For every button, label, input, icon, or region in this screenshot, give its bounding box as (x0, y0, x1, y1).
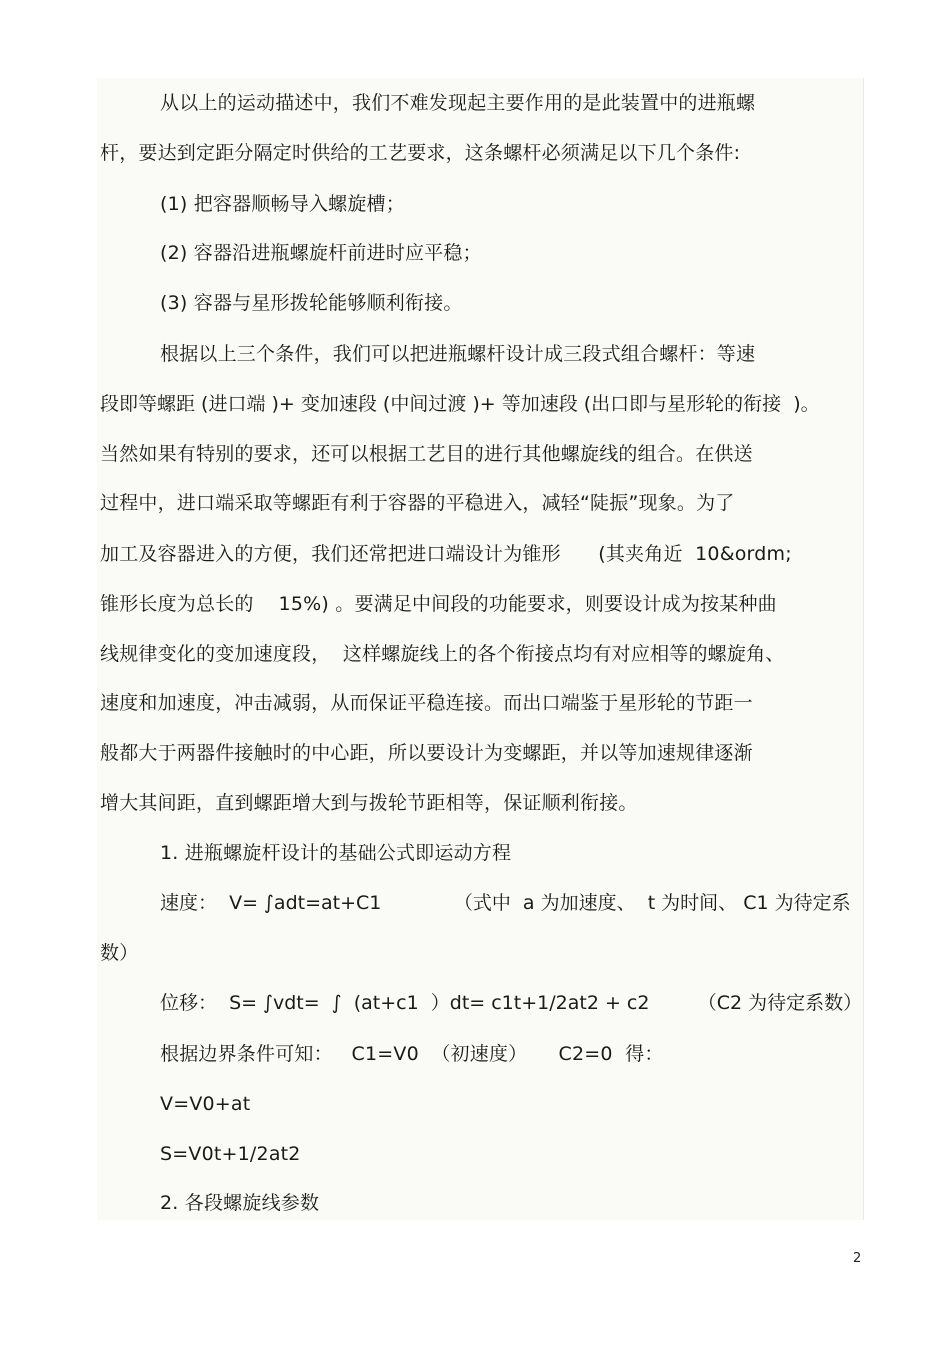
section-heading-1: 1. 进瓶螺旋杆设计的基础公式即运动方程 (160, 842, 512, 864)
paragraph-line-5: 当然如果有特别的要求，还可以根据工艺目的进行其他螺旋线的组合。在供送 (100, 443, 753, 465)
section-heading-2: 2. 各段螺旋线参数 (160, 1192, 320, 1214)
paragraph-line-1: 从以上的运动描述中，我们不难发现起主要作用的是此装置中的进瓶螺 (160, 92, 756, 114)
paragraph-line-4: 段即等螺距 (进口端 )+ 变加速段 (中间过渡 )+ 等加速段 (出口即与星形轮的衔接 )。 (100, 393, 820, 415)
equation-velocity: V=V0+at (160, 1093, 251, 1115)
list-item-3: (3) 容器与星形拨轮能够顺利衔接。 (160, 292, 463, 314)
paragraph-line-6: 过程中，进口端采取等螺距有利于容器的平稳进入，减轻“陡振”现象。为了 (100, 492, 735, 514)
page-number: 2 (853, 1251, 862, 1266)
formula-displacement: 位移： S= ∫vdt= ∫ (at+c1 ）dt= c1t+1/2at2 + c2 （C2 为待定系数） (160, 992, 863, 1014)
paragraph-line-11: 般都大于两器件接触时的中心距，所以要设计为变螺距，并以等加速规律逐渐 (100, 742, 753, 764)
paragraph-line-12: 增大其间距，直到螺距增大到与拨轮节距相等，保证顺利衔接。 (100, 792, 638, 814)
formula-velocity-continuation: 数） (100, 942, 139, 964)
paragraph-line-3: 根据以上三个条件，我们可以把进瓶螺杆设计成三段式组合螺杆：等速 (160, 343, 756, 365)
paragraph-line-7: 加工及容器进入的方便，我们还常把进口端设计为锥形 (其夹角近 10&ordm; (100, 543, 792, 565)
formula-velocity: 速度： V= ∫adt=at+C1 （式中 a 为加速度、 t 为时间、 C1 为待定系 (160, 892, 851, 914)
boundary-conditions: 根据边界条件可知： C1=V0 （初速度） C2=0 得： (160, 1043, 664, 1065)
paragraph-line-2: 杆，要达到定距分隔定时供给的工艺要求，这条螺杆必须满足以下几个条件: (100, 142, 741, 164)
list-item-2: (2) 容器沿进瓶螺旋杆前进时应平稳； (160, 242, 482, 264)
paragraph-line-10: 速度和加速度，冲击减弱，从而保证平稳连接。而出口端鉴于星形轮的节距一 (100, 692, 753, 714)
paragraph-line-8: 锥形长度为总长的 15%) 。要满足中间段的功能要求，则要设计成为按某种曲 (100, 593, 777, 615)
equation-displacement: S=V0t+1/2at2 (160, 1143, 301, 1165)
paragraph-line-9: 线规律变化的变加速度段， 这样螺旋线上的各个衔接点均有对应相等的螺旋角、 (100, 643, 785, 665)
list-item-1: (1) 把容器顺畅导入螺旋槽； (160, 193, 405, 215)
